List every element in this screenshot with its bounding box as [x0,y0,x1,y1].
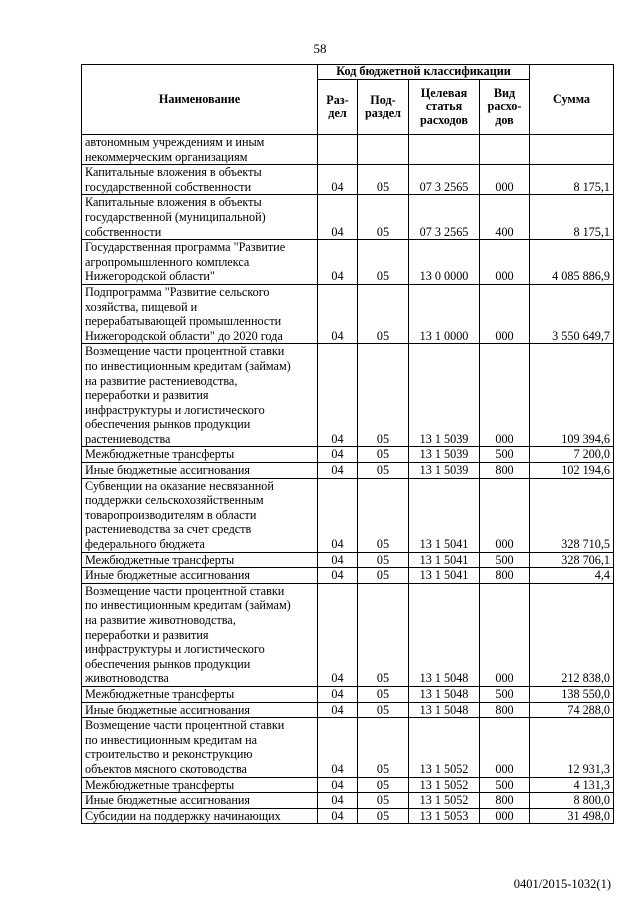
row-target-article: 13 0 0000 [409,240,480,285]
row-subsection: 05 [358,284,409,343]
row-expense-kind [480,135,530,165]
row-name: Иные бюджетные ассигнования [82,463,318,479]
page-number: 58 [313,41,327,56]
row-subsection: 05 [358,568,409,584]
budget-classification-table [81,64,614,824]
row-expense-kind: 800 [480,463,530,479]
row-target-article: 13 1 5052 [409,793,480,809]
row-subsection: 05 [358,777,409,793]
row-section: 04 [318,344,358,447]
row-subsection [358,135,409,165]
header-section: Раз- дел [318,80,358,135]
row-sum: 138 550,0 [530,686,614,702]
header-classification-group: Код бюджетной классификации [318,65,530,80]
row-name: Капитальные вложения в объекты государственной (муниципальной) собственности [82,195,318,240]
row-subsection: 05 [358,463,409,479]
row-target-article: 13 1 5039 [409,447,480,463]
row-sum: 8 175,1 [530,195,614,240]
row-expense-kind: 500 [480,552,530,568]
row-sum: 7 200,0 [530,447,614,463]
row-section: 04 [318,686,358,702]
row-name: Межбюджетные трансферты [82,552,318,568]
header-sum: Сумма [530,65,614,135]
row-sum: 4 131,3 [530,777,614,793]
row-target-article: 13 1 5048 [409,583,480,686]
row-section: 04 [318,568,358,584]
table-row [82,702,614,718]
row-section: 04 [318,718,358,777]
row-subsection: 05 [358,478,409,552]
row-section: 04 [318,702,358,718]
table-row [82,718,614,777]
row-subsection: 05 [358,195,409,240]
row-target-article: 13 1 0000 [409,284,480,343]
row-name: Иные бюджетные ассигнования [82,702,318,718]
row-subsection: 05 [358,240,409,285]
row-sum: 4 085 886,9 [530,240,614,285]
row-name: Государственная программа "Развитие агропромышленного комплекса Нижегородской области" [82,240,318,285]
row-section [318,135,358,165]
row-expense-kind: 000 [480,808,530,824]
row-name: Межбюджетные трансферты [82,686,318,702]
row-sum: 328 710,5 [530,478,614,552]
table-row [82,165,614,195]
row-target-article: 13 1 5039 [409,463,480,479]
row-target-article: 13 1 5041 [409,552,480,568]
row-section: 04 [318,777,358,793]
row-sum [530,135,614,165]
table-header [82,65,614,135]
row-sum: 8 175,1 [530,165,614,195]
row-section: 04 [318,284,358,343]
row-sum: 109 394,6 [530,344,614,447]
row-sum: 4,4 [530,568,614,584]
row-sum: 3 550 649,7 [530,284,614,343]
row-section: 04 [318,808,358,824]
row-target-article: 13 1 5052 [409,777,480,793]
row-target-article: 13 1 5041 [409,478,480,552]
header-subsection: Под- раздел [358,80,409,135]
row-sum: 12 931,3 [530,718,614,777]
row-name: Капитальные вложения в объекты государственной собственности [82,165,318,195]
row-subsection: 05 [358,808,409,824]
table-row [82,552,614,568]
row-section: 04 [318,195,358,240]
header-target-article: Целевая статья расходов [409,80,480,135]
row-sum: 8 800,0 [530,793,614,809]
row-sum: 212 838,0 [530,583,614,686]
row-target-article: 07 3 2565 [409,195,480,240]
row-expense-kind: 000 [480,284,530,343]
document-code: 0401/2015-1032(1) [513,877,611,891]
row-name: автономным учреждениям и иным некоммерческим организациям [82,135,318,165]
row-target-article: 13 1 5053 [409,808,480,824]
row-expense-kind: 000 [480,478,530,552]
row-subsection: 05 [358,552,409,568]
table-row [82,583,614,686]
row-section: 04 [318,793,358,809]
table-row [82,808,614,824]
row-expense-kind: 000 [480,344,530,447]
row-expense-kind: 800 [480,568,530,584]
row-section: 04 [318,552,358,568]
row-subsection: 05 [358,718,409,777]
row-expense-kind: 800 [480,702,530,718]
row-name: Субвенции на оказание несвязанной поддержки сельскохозяйственным товаропроизводителям в области растениеводства за счет средств федерального бюджета [82,478,318,552]
row-sum: 102 194,6 [530,463,614,479]
row-name: Подпрограмма "Развитие сельского хозяйства, пищевой и перерабатывающей промышленности Нижегородской области" до 2020 года [82,284,318,343]
row-name: Иные бюджетные ассигнования [82,568,318,584]
row-section: 04 [318,463,358,479]
row-sum: 74 288,0 [530,702,614,718]
row-expense-kind: 000 [480,718,530,777]
row-name: Возмещение части процентной ставки по инвестиционным кредитам (займам) на развитие животноводства, переработки и развития инфраструктуры и логистического обеспечения рынков продукции животноводства [82,583,318,686]
row-sum: 328 706,1 [530,552,614,568]
row-expense-kind: 000 [480,240,530,285]
row-subsection: 05 [358,583,409,686]
row-subsection: 05 [358,447,409,463]
row-expense-kind: 800 [480,793,530,809]
table-row [82,568,614,584]
row-subsection: 05 [358,344,409,447]
row-name: Возмещение части процентной ставки по инвестиционным кредитам (займам) на развитие растениеводства, переработки и развития инфраструктуры и логистического обеспечения рынков продукции растениеводства [82,344,318,447]
row-section: 04 [318,478,358,552]
table-row [82,447,614,463]
table-row [82,777,614,793]
row-section: 04 [318,447,358,463]
table-row [82,344,614,447]
table-row [82,195,614,240]
row-target-article: 13 1 5041 [409,568,480,584]
header-expense-kind: Вид расхо- дов [480,80,530,135]
header-name: Наименование [82,65,318,135]
row-section: 04 [318,165,358,195]
row-name: Межбюджетные трансферты [82,447,318,463]
row-expense-kind: 500 [480,447,530,463]
row-subsection: 05 [358,686,409,702]
table-row [82,686,614,702]
row-expense-kind: 000 [480,165,530,195]
row-name: Возмещение части процентной ставки по инвестиционным кредитам на строительство и реконструкцию объектов мясного скотоводства [82,718,318,777]
row-subsection: 05 [358,702,409,718]
row-expense-kind: 500 [480,686,530,702]
table-body [82,135,614,824]
table-row [82,240,614,285]
row-subsection: 05 [358,165,409,195]
table-row [82,478,614,552]
row-name: Субсидии на поддержку начинающих [82,808,318,824]
row-target-article: 13 1 5052 [409,718,480,777]
row-target-article: 13 1 5048 [409,686,480,702]
row-section: 04 [318,240,358,285]
table-row [82,463,614,479]
row-expense-kind: 000 [480,583,530,686]
row-subsection: 05 [358,793,409,809]
row-expense-kind: 500 [480,777,530,793]
table-row [82,284,614,343]
row-name: Иные бюджетные ассигнования [82,793,318,809]
table-row [82,135,614,165]
row-name: Межбюджетные трансферты [82,777,318,793]
row-target-article: 07 3 2565 [409,165,480,195]
row-section: 04 [318,583,358,686]
row-target-article [409,135,480,165]
row-expense-kind: 400 [480,195,530,240]
table-row [82,793,614,809]
row-target-article: 13 1 5039 [409,344,480,447]
row-sum: 31 498,0 [530,808,614,824]
row-target-article: 13 1 5048 [409,702,480,718]
